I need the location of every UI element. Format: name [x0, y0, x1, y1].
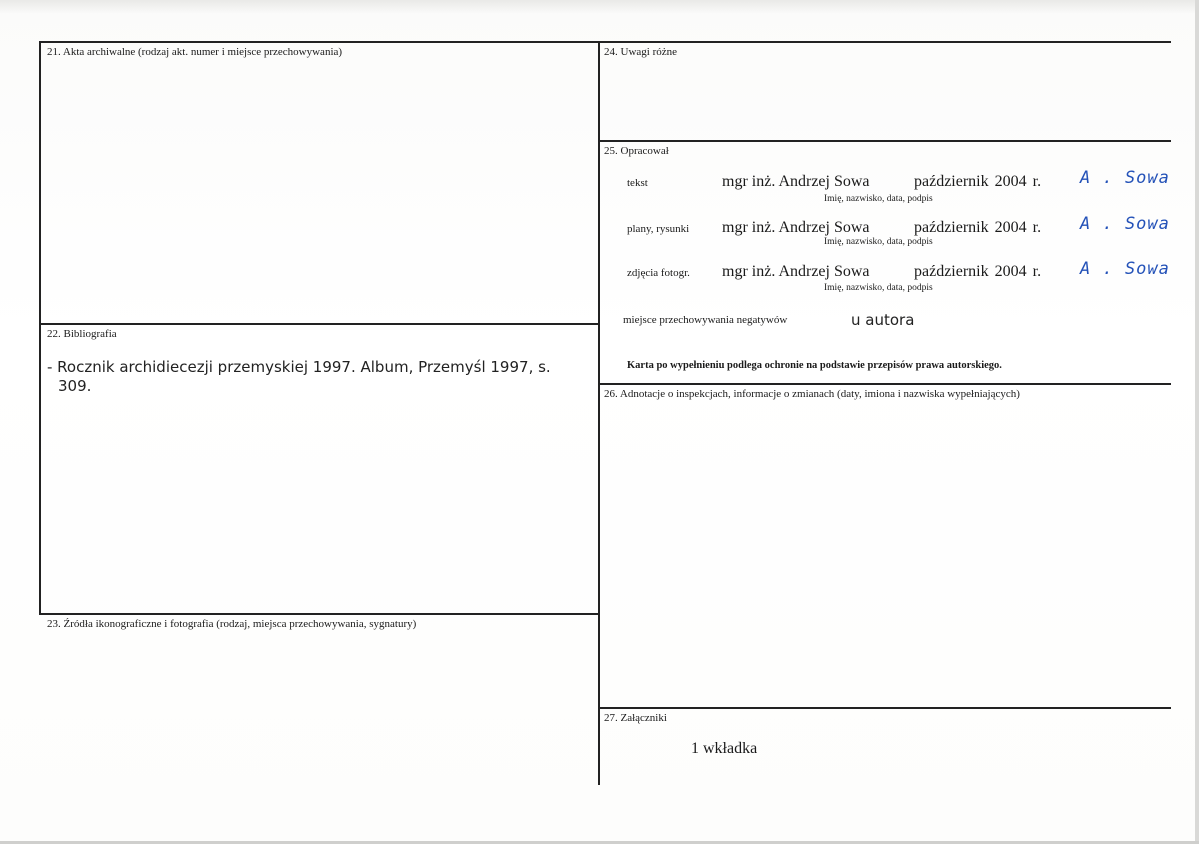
bibliography-entry-line-2: 309.: [58, 377, 92, 395]
author-name-text: mgr inż. Andrzej Sowa: [722, 173, 870, 190]
rule-26: [599, 383, 1171, 385]
author-caption-photos: Imię, nazwisko, data, podpis: [824, 283, 933, 293]
section-22-label: 22. Bibliografia: [47, 328, 117, 340]
bibliography-entry-line-1: - Rocznik archidiecezji przemyskiej 1997. Album, Przemyśl 1997, s.: [47, 358, 551, 376]
section-25-label: 25. Opracował: [604, 145, 669, 157]
negatives-storage-label: miejsce przechowywania negatywów: [623, 314, 788, 326]
rule-27: [599, 707, 1171, 709]
section-21-label: 21. Akta archiwalne (rodzaj akt. numer i miejsce przechowywania): [47, 46, 343, 58]
author-name-plans: mgr inż. Andrzej Sowa: [722, 219, 870, 236]
section-26-label: 26. Adnotacje o inspekcjach, informacje o zmianach (daty, imiona i nazwiska wypełniających): [604, 388, 1020, 400]
author-date-plans: październik 2004 r.: [914, 219, 1042, 236]
rule-25: [599, 140, 1171, 142]
left-border: [39, 41, 41, 615]
top-rule-left: [39, 41, 599, 43]
author-role-photos: zdjęcia fotogr.: [627, 267, 690, 279]
center-divider: [598, 41, 600, 785]
attachments-value: 1 wkładka: [691, 740, 758, 757]
rule-22: [39, 323, 599, 325]
scan-shadow-top: [0, 0, 1199, 14]
copyright-note: Karta po wypełnieniu podlega ochronie na podstawie przepisów prawa autorskiego.: [627, 360, 1002, 371]
top-rule-right: [599, 41, 1171, 43]
rule-23: [39, 613, 599, 615]
author-role-text: tekst: [627, 177, 648, 189]
section-27-label: 27. Załączniki: [604, 712, 667, 724]
signature-text: A . Sowa: [1080, 168, 1170, 188]
author-caption-plans: Imię, nazwisko, data, podpis: [824, 237, 933, 247]
negatives-storage-value: u autora: [851, 311, 915, 329]
section-23-label: 23. Źródła ikonograficzne i fotografia (rodzaj, miejsca przechowywania, sygnatury): [47, 618, 417, 630]
author-date-photos: październik 2004 r.: [914, 263, 1042, 280]
author-caption-text: Imię, nazwisko, data, podpis: [824, 194, 933, 204]
signature-photos: A . Sowa: [1080, 259, 1170, 279]
author-role-plans: plany, rysunki: [627, 223, 690, 235]
author-name-photos: mgr inż. Andrzej Sowa: [722, 263, 870, 280]
scan-shadow-right: [1195, 0, 1199, 844]
section-24-label: 24. Uwagi różne: [604, 46, 678, 58]
signature-plans: A . Sowa: [1080, 214, 1170, 234]
author-date-text: październik 2004 r.: [914, 173, 1042, 190]
